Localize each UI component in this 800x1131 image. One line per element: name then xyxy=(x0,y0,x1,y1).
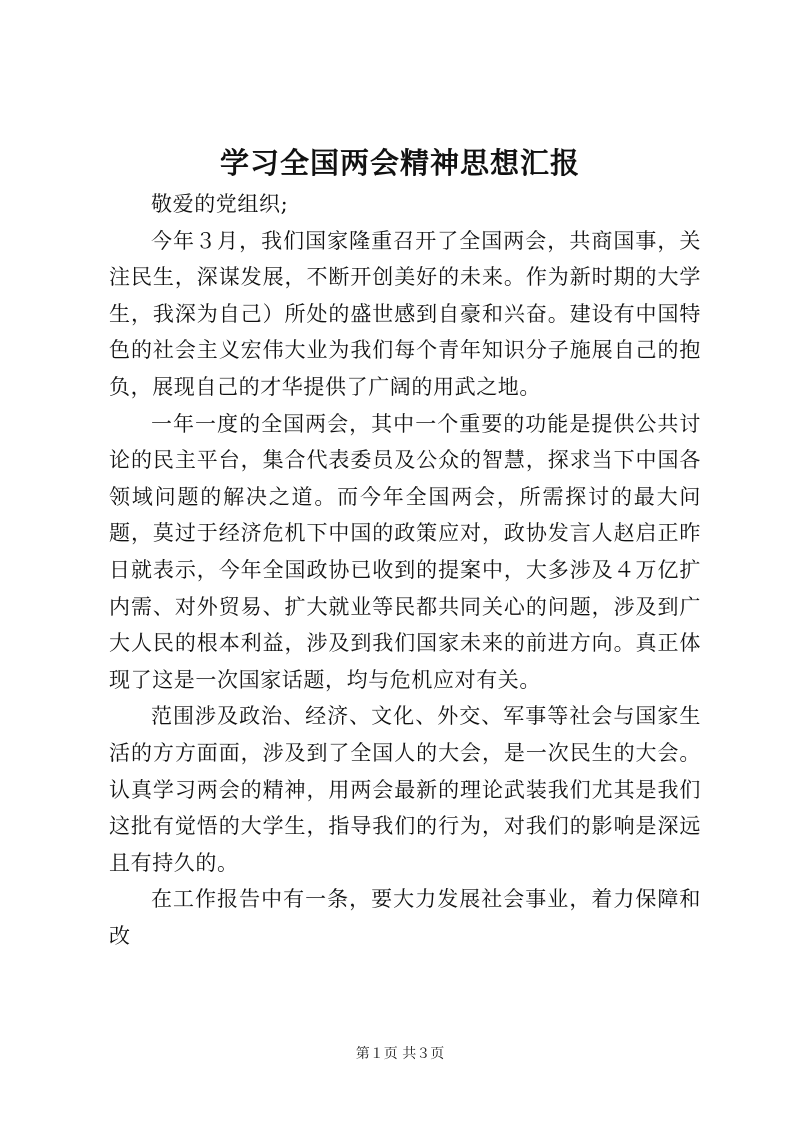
paragraph-1: 今年３月，我们国家隆重召开了全国两会，共商国事，关注民生，深谋发展，不断开创美好的未来。作为新时期的大学生，我深为自己）所处的盛世感到自豪和兴奋。建设有中国特色的社会主义宏伟大业为我们每个青年知识分子施展自己的抱负，展现自己的才华提供了广阔的用武之地。 xyxy=(109,228,701,399)
page-number-footer: 第１页 共３页 xyxy=(355,1046,445,1062)
paragraph-4: 在工作报告中有一条，要大力发展社会事业，着力保障和改 xyxy=(109,887,701,948)
document-title: 学习全国两会精神思想汇报 xyxy=(219,146,580,180)
paragraph-3: 范围涉及政治、经济、文化、外交、军事等社会与国家生活的方方面面，涉及到了全国人的大会，是一次民生的大会。认真学习两会的精神，用两会最新的理论武装我们尤其是我们这批有觉悟的大学生，指导我们的行为，对我们的影响是深远且有持久的。 xyxy=(109,704,701,875)
salutation: 敬爱的党组织; xyxy=(151,192,289,216)
paragraph-2: 一年一度的全国两会，其中一个重要的功能是提供公共讨论的民主平台，集合代表委员及公众的智慧，探求当下中国各领域问题的解决之道。而今年全国两会，所需探讨的最大问题，莫过于经济危机下中国的政策应对，政协发言人赵启正昨日就表示，今年全国政协已收到的提案中，大多涉及４万亿扩内需、对外贸易、扩大就业等民都共同关心的问题，涉及到广大人民的根本利益，涉及到我们国家未来的前进方向。真正体现了这是一次国家话题，均与危机应对有关。 xyxy=(109,411,701,692)
document-body xyxy=(109,186,701,954)
